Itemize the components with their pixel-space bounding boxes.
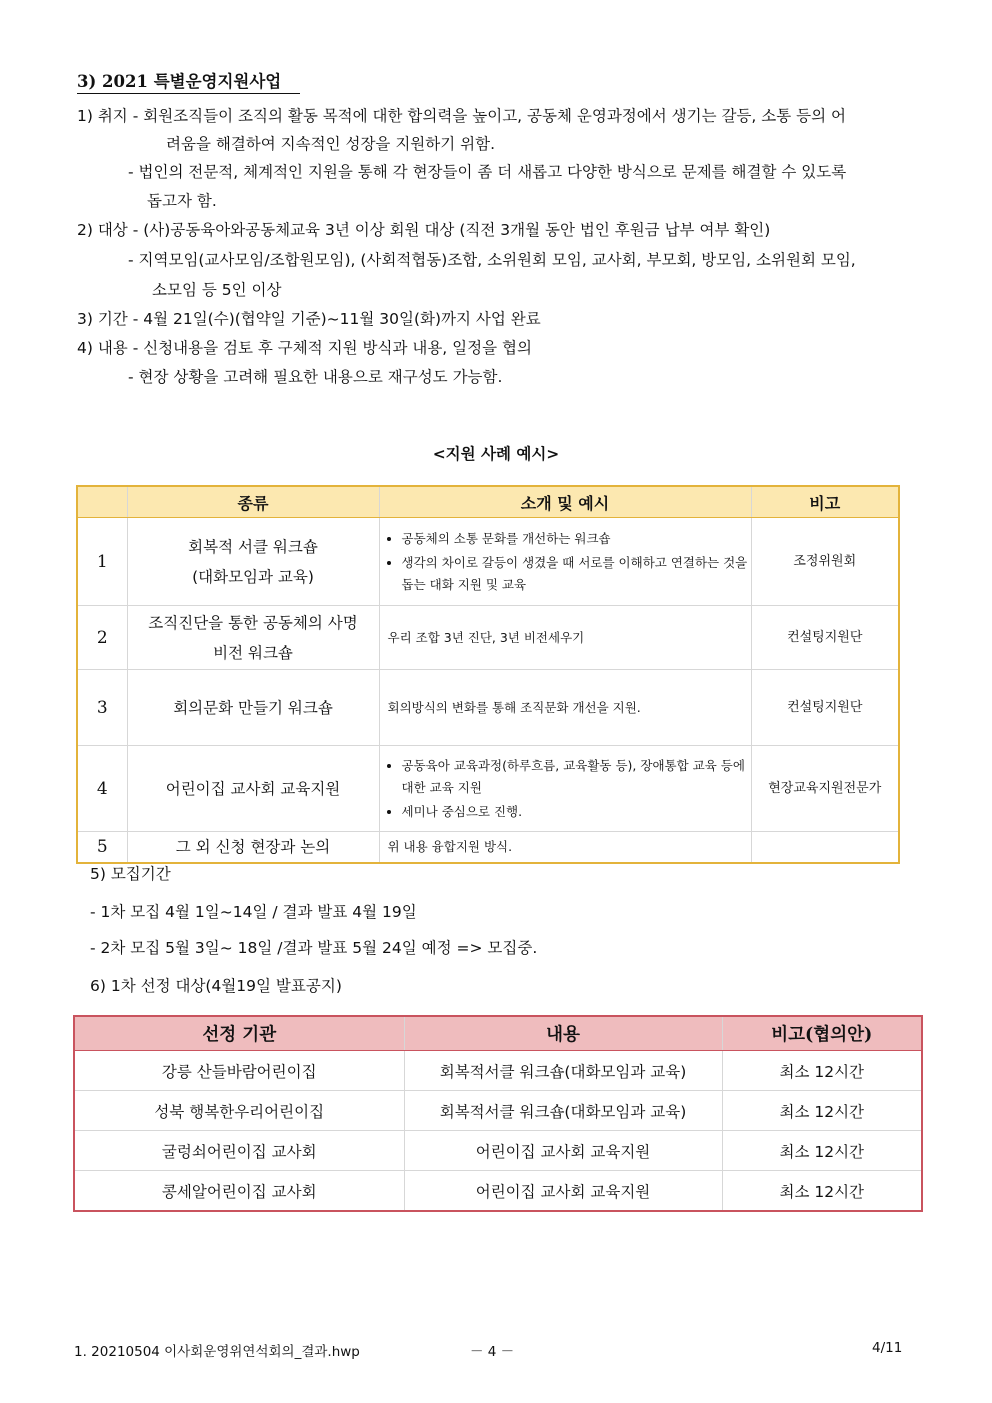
- table-row: [74, 1131, 922, 1171]
- row-note: 컨설팅지원단: [751, 670, 899, 746]
- purpose-line-4: 돕고자 함.: [147, 192, 217, 210]
- row-type-line: 회복적 서클 워크숍: [188, 537, 318, 556]
- row-description: [379, 518, 751, 606]
- row-description: [379, 746, 751, 832]
- description-item: • 공동체의 소통 문화를 개선하는 워크숍: [402, 528, 751, 550]
- content-cell: 어린이집 교사회 교육지원: [404, 1171, 722, 1212]
- header-description: 소개 및 예시: [379, 486, 751, 518]
- purpose-line-2: 려움을 해결하여 지속적인 성장을 지원하기 위함.: [166, 135, 496, 153]
- header-note: 비고: [751, 486, 899, 518]
- row-type: [127, 606, 379, 670]
- organization-cell: 성북 행복한우리어린이집: [74, 1091, 404, 1131]
- row-type: 그 외 신청 현장과 논의: [127, 832, 379, 864]
- section-title: 3) 2021 특별운영지원사업: [77, 72, 282, 91]
- table-header-row: [74, 1016, 922, 1051]
- row-description: 위 내용 융합지원 방식.: [379, 832, 751, 864]
- table-row: [74, 1051, 922, 1091]
- note-cell: 최소 12시간: [722, 1171, 922, 1212]
- support-example-caption: <지원 사례 예시>: [432, 445, 560, 463]
- row-number: 3: [77, 670, 127, 746]
- content-cell: 회복적서클 워크숍(대화모임과 교육): [404, 1051, 722, 1091]
- organization-cell: 굴렁쇠어린이집 교사회: [74, 1131, 404, 1171]
- header-blank: [77, 486, 127, 518]
- purpose-line-1: 1) 취지 - 회원조직들이 조직의 활동 목적에 대한 합의력을 높이고, 공동체 운영과정에서 생기는 갈등, 소통 등의 어: [77, 107, 847, 125]
- content-cell: 어린이집 교사회 교육지원: [404, 1131, 722, 1171]
- table-row: [77, 518, 899, 606]
- note-cell: 최소 12시간: [722, 1131, 922, 1171]
- row-number: 2: [77, 606, 127, 670]
- header-note: 비고(협의안): [722, 1016, 922, 1051]
- row-description: 회의방식의 변화를 통해 조직문화 개선을 지원.: [379, 670, 751, 746]
- content-line-1: 4) 내용 - 신청내용을 검토 후 구체적 지원 방식과 내용, 일정을 협의: [77, 339, 532, 357]
- description-item: • 생각의 차이로 갈등이 생겼을 때 서로를 이해하고 연결하는 것을 돕는 대화 지원 및 교육: [402, 552, 751, 596]
- row-type-line: 비전 워크숍: [213, 643, 293, 662]
- note-cell: 최소 12시간: [722, 1091, 922, 1131]
- row-note: 현장교육지원전문가: [751, 746, 899, 832]
- footer-filename: 1. 20210504 이사회운영위연석회의_결과.hwp: [74, 1344, 360, 1360]
- section-title-underline: [77, 93, 300, 94]
- row-type-line: 조직진단을 통한 공동체의 사명: [148, 613, 358, 632]
- recruit-round-1: - 1차 모집 4월 1일~14일 / 결과 발표 4월 19일: [90, 903, 417, 921]
- row-type: [127, 518, 379, 606]
- row-description: 우리 조합 3년 진단, 3년 비전세우기: [379, 606, 751, 670]
- recruit-title: 5) 모집기간: [90, 865, 171, 883]
- selected-organizations-table: [73, 1015, 923, 1212]
- table-row: [77, 670, 899, 746]
- description-item: • 공동육아 교육과정(하루흐름, 교육활동 등), 장애통합 교육 등에 대한 교육 지원: [402, 755, 751, 799]
- row-note: 조정위원회: [751, 518, 899, 606]
- organization-cell: 강릉 산들바람어린이집: [74, 1051, 404, 1091]
- content-line-2: - 현장 상황을 고려해 필요한 내용으로 재구성도 가능함.: [128, 368, 503, 386]
- footer-page-count: 4/11: [872, 1340, 903, 1356]
- row-type: 회의문화 만들기 워크숍: [127, 670, 379, 746]
- recruit-round-2: - 2차 모집 5월 3일~ 18일 /결과 발표 5월 24일 예정 => 모집중.: [90, 939, 538, 957]
- selected-title: 6) 1차 선정 대상(4월19일 발표공지): [90, 977, 342, 995]
- organization-cell: 콩세알어린이집 교사회: [74, 1171, 404, 1212]
- table-row: [74, 1171, 922, 1212]
- period-line: 3) 기간 - 4월 21일(수)(협약일 기준)~11월 30일(화)까지 사업 완료: [77, 310, 541, 328]
- target-line-2: - 지역모임(교사모임/조합원모임), (사회적협동)조합, 소위원회 모임, 교사회, 부모회, 방모임, 소위원회 모임,: [128, 251, 856, 269]
- row-number: 1: [77, 518, 127, 606]
- note-cell: 최소 12시간: [722, 1051, 922, 1091]
- purpose-line-3: - 법인의 전문적, 체계적인 지원을 통해 각 현장들이 좀 더 새롭고 다양한 방식으로 문제를 해결할 수 있도록: [128, 163, 847, 181]
- header-organization: 선정 기관: [74, 1016, 404, 1051]
- header-content: 내용: [404, 1016, 722, 1051]
- table-row: [74, 1091, 922, 1131]
- target-line-3: 소모임 등 5인 이상: [152, 281, 282, 299]
- row-note: [751, 832, 899, 864]
- header-type: 종류: [127, 486, 379, 518]
- table-row: [77, 832, 899, 864]
- description-item: • 세미나 중심으로 진행.: [402, 801, 751, 823]
- row-type: 어린이집 교사회 교육지원: [127, 746, 379, 832]
- row-type-line: (대화모임과 교육): [192, 567, 314, 586]
- table-row: [77, 606, 899, 670]
- content-cell: 회복적서클 워크숍(대화모임과 교육): [404, 1091, 722, 1131]
- row-number: 5: [77, 832, 127, 864]
- table-header-row: [77, 486, 899, 518]
- row-note: 컨설팅지원단: [751, 606, 899, 670]
- row-number: 4: [77, 746, 127, 832]
- support-example-table: [76, 485, 900, 864]
- table-row: [77, 746, 899, 832]
- footer-page-number: － 4 －: [470, 1344, 515, 1360]
- target-line-1: 2) 대상 - (사)공동육아와공동체교육 3년 이상 회원 대상 (직전 3개월 동안 법인 후원금 납부 여부 확인): [77, 221, 771, 239]
